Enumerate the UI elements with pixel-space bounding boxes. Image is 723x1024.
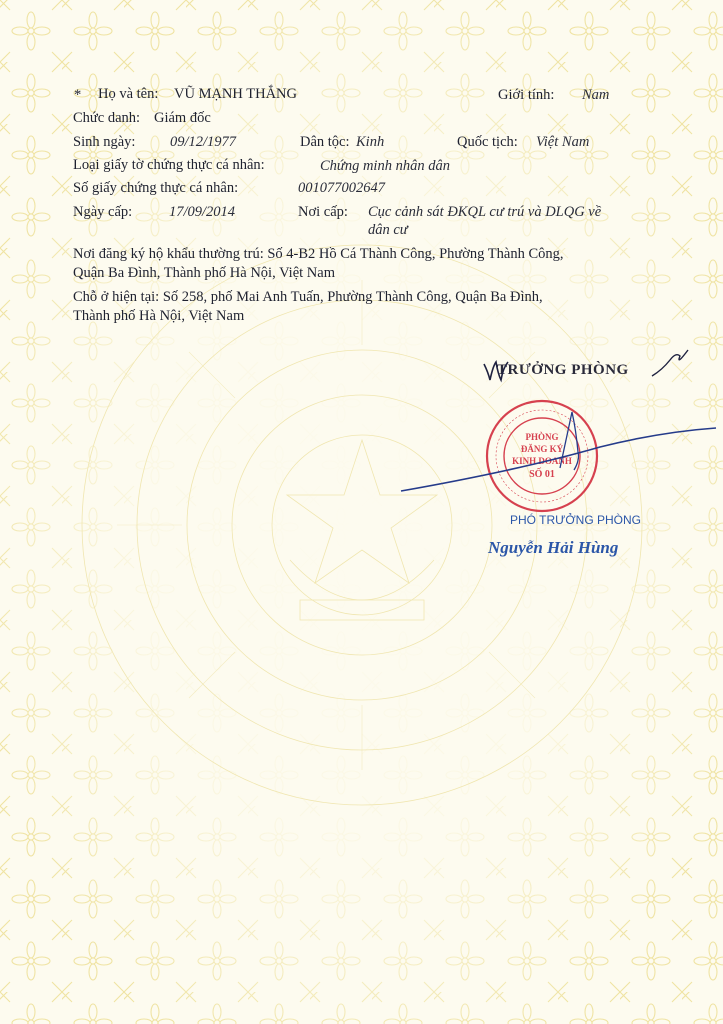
issue-place-line1: Cục cảnh sát ĐKQL cư trú và DLQG về <box>368 204 602 220</box>
nationality-value: Việt Nam <box>536 134 590 150</box>
issue-date-label: Ngày cấp: <box>73 204 133 220</box>
svg-text:ĐĂNG KÝ: ĐĂNG KÝ <box>520 444 564 454</box>
issue-date-value: 17/09/2014 <box>169 204 236 220</box>
name-value: VŨ MẠNH THẮNG <box>174 86 297 102</box>
issue-place-line2: dân cư <box>368 222 408 238</box>
address-line1: Chỗ ở hiện tại: Số 258, phố Mai Anh Tuấn, Phường Thành Công, Quận Ba Đình, <box>73 289 543 305</box>
signature-title: TRƯỞNG PHÒNG <box>497 362 629 378</box>
dob-label: Sinh ngày: <box>73 134 136 150</box>
id-number-label: Số giấy chứng thực cá nhân: <box>73 180 239 196</box>
signer-name: Nguyễn Hải Hùng <box>488 538 619 557</box>
gender-label: Giới tính: <box>498 87 555 103</box>
name-label: Họ và tên: <box>98 86 159 102</box>
issue-place-label: Nơi cấp: <box>298 204 348 220</box>
gender-value: Nam <box>582 87 610 103</box>
svg-text:PHÒNG: PHÒNG <box>525 432 559 442</box>
ethnic-value: Kinh <box>356 134 385 150</box>
title-value: Giám đốc <box>154 110 211 126</box>
deputy-title: PHÓ TRƯỞNG PHÒNG <box>510 513 641 527</box>
nationality-label: Quốc tịch: <box>457 134 518 150</box>
bullet: * <box>74 87 82 103</box>
address-line2: Thành phố Hà Nội, Việt Nam <box>73 308 245 324</box>
svg-text:KINH DOANH: KINH DOANH <box>512 456 572 466</box>
title-label: Chức danh: <box>73 110 141 126</box>
id-number-value: 001077002647 <box>298 180 385 196</box>
svg-text:SỐ 01: SỐ 01 <box>529 469 555 480</box>
id-type-label: Loại giấy tờ chứng thực cá nhân: <box>73 157 265 173</box>
dob-value: 09/12/1977 <box>170 134 237 150</box>
residence-line2: Quận Ba Đình, Thành phố Hà Nội, Việt Nam <box>73 265 335 281</box>
ethnic-label: Dân tộc: <box>300 134 350 150</box>
official-seal <box>484 398 600 514</box>
residence-line1: Nơi đăng ký hộ khẩu thường trú: Số 4-B2 Hồ Cá Thành Công, Phường Thành Công, <box>73 246 564 262</box>
id-type-value: Chứng minh nhân dân <box>320 158 450 174</box>
